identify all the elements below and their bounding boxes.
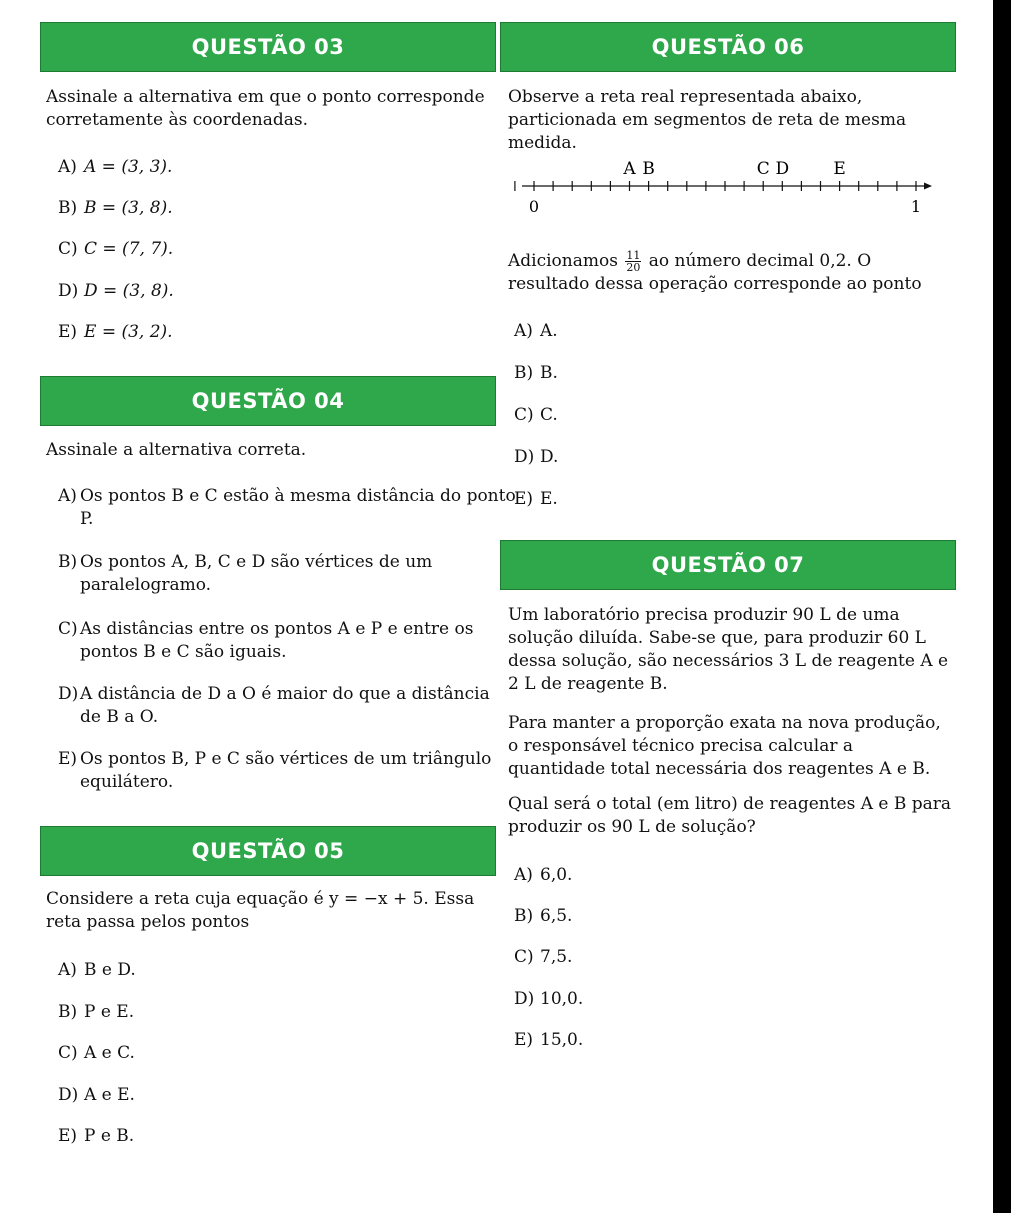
q05-option-c[interactable]: C) A e C. bbox=[58, 1043, 135, 1063]
question-06-stem: Observe a reta real representada abaixo, particionada em segmentos de reta de mesma medida. bbox=[508, 87, 907, 153]
q06-option-c[interactable]: C) C. bbox=[514, 405, 558, 425]
numberline-one-label: 1 bbox=[910, 197, 922, 216]
q06-option-e[interactable]: E) E. bbox=[514, 489, 558, 509]
q05-option-b[interactable]: B) P e E. bbox=[58, 1002, 135, 1022]
q07-option-c[interactable]: C) 7,5. bbox=[514, 947, 573, 967]
numberline-label-c: C bbox=[756, 159, 770, 179]
question-04-title: QUESTÃO 04 bbox=[191, 389, 345, 413]
question-07-title: QUESTÃO 07 bbox=[651, 553, 805, 577]
question-06-header bbox=[500, 22, 956, 72]
q07-option-e[interactable]: E) 15,0. bbox=[514, 1030, 584, 1050]
q04-option-d[interactable]: D) A distância de D a O é maior do que a distância de B a O. bbox=[58, 684, 490, 727]
question-03-header bbox=[40, 22, 496, 72]
q05-option-a[interactable]: A) B e D. bbox=[58, 960, 136, 980]
q03-option-c[interactable]: C) C = (7, 7). bbox=[58, 239, 174, 259]
question-05-title: QUESTÃO 05 bbox=[191, 839, 345, 863]
question-03-stem: Assinale a alternativa em que o ponto corresponde corretamente às coordenadas. bbox=[46, 87, 485, 130]
q07-option-b[interactable]: B) 6,5. bbox=[514, 906, 573, 926]
question-03-title: QUESTÃO 03 bbox=[191, 35, 345, 59]
question-07-header bbox=[500, 540, 956, 590]
question-04-stem: Assinale a alternativa correta. bbox=[46, 440, 307, 460]
q05-option-e[interactable]: E) P e B. bbox=[58, 1126, 135, 1146]
q07-option-d[interactable]: D) 10,0. bbox=[514, 989, 584, 1009]
q06-option-d[interactable]: D) D. bbox=[514, 447, 559, 467]
q03-option-d[interactable]: D) D = (3, 8). bbox=[58, 281, 174, 301]
q03-option-b[interactable]: B) B = (3, 8). bbox=[58, 198, 173, 218]
q05-option-d[interactable]: D) A e E. bbox=[58, 1085, 135, 1105]
numberline-label-d: D bbox=[775, 159, 790, 179]
q03-option-e[interactable]: E) E = (3, 2). bbox=[58, 322, 173, 342]
number-line bbox=[500, 152, 950, 222]
right-edge-bar bbox=[993, 0, 1011, 1213]
question-05-header bbox=[40, 826, 496, 876]
numberline-label-a: A bbox=[623, 159, 636, 179]
numberline-zero-label: 0 bbox=[528, 197, 540, 216]
q06-option-a[interactable]: A) A. bbox=[514, 321, 558, 341]
question-06-title: QUESTÃO 06 bbox=[651, 35, 805, 59]
question-07-paragraph-2: Para manter a proporção exata na nova produção, o responsável técnico precisa calcular a quantidade total necessária dos reagentes A e B. bbox=[508, 713, 941, 779]
fraction: $\frac{11}{20}$ bbox=[626, 249, 641, 274]
q04-option-b[interactable]: B) Os pontos A, B, C e D são vértices de um paralelogramo. bbox=[58, 552, 433, 595]
question-06-operation: Adicionamos $\frac{11}{20}$ ao número decimal 0,2. O resultado dessa operação corresponde ao ponto bbox=[508, 249, 922, 294]
q03-option-a[interactable]: A) A = (3, 3). bbox=[58, 157, 173, 177]
numberline-label-b: B bbox=[642, 159, 655, 179]
q04-option-e[interactable]: E) Os pontos B, P e C são vértices de um triângulo equilátero. bbox=[58, 749, 492, 792]
question-05-stem: Considere a reta cuja equação é y = −x + 5. Essa reta passa pelos pontos bbox=[46, 889, 475, 932]
question-07-paragraph-3: Qual será o total (em litro) de reagentes A e B para produzir os 90 L de solução? bbox=[508, 794, 952, 837]
question-07-paragraph-1: Um laboratório precisa produzir 90 L de uma solução diluída. Sabe-se que, para produzir 60 L dessa solução, são necessários 3 L de reagente A e 2 L de reagente B. bbox=[508, 605, 949, 694]
q04-option-c[interactable]: C) As distâncias entre os pontos A e P e entre os pontos B e C são iguais. bbox=[58, 619, 474, 662]
question-04-header bbox=[40, 376, 496, 426]
q04-option-a[interactable]: A) Os pontos B e C estão à mesma distância do ponto P. bbox=[58, 486, 516, 529]
q06-option-b[interactable]: B) B. bbox=[514, 363, 558, 383]
numberline-label-e: E bbox=[833, 159, 846, 179]
q07-option-a[interactable]: A) 6,0. bbox=[514, 865, 573, 885]
